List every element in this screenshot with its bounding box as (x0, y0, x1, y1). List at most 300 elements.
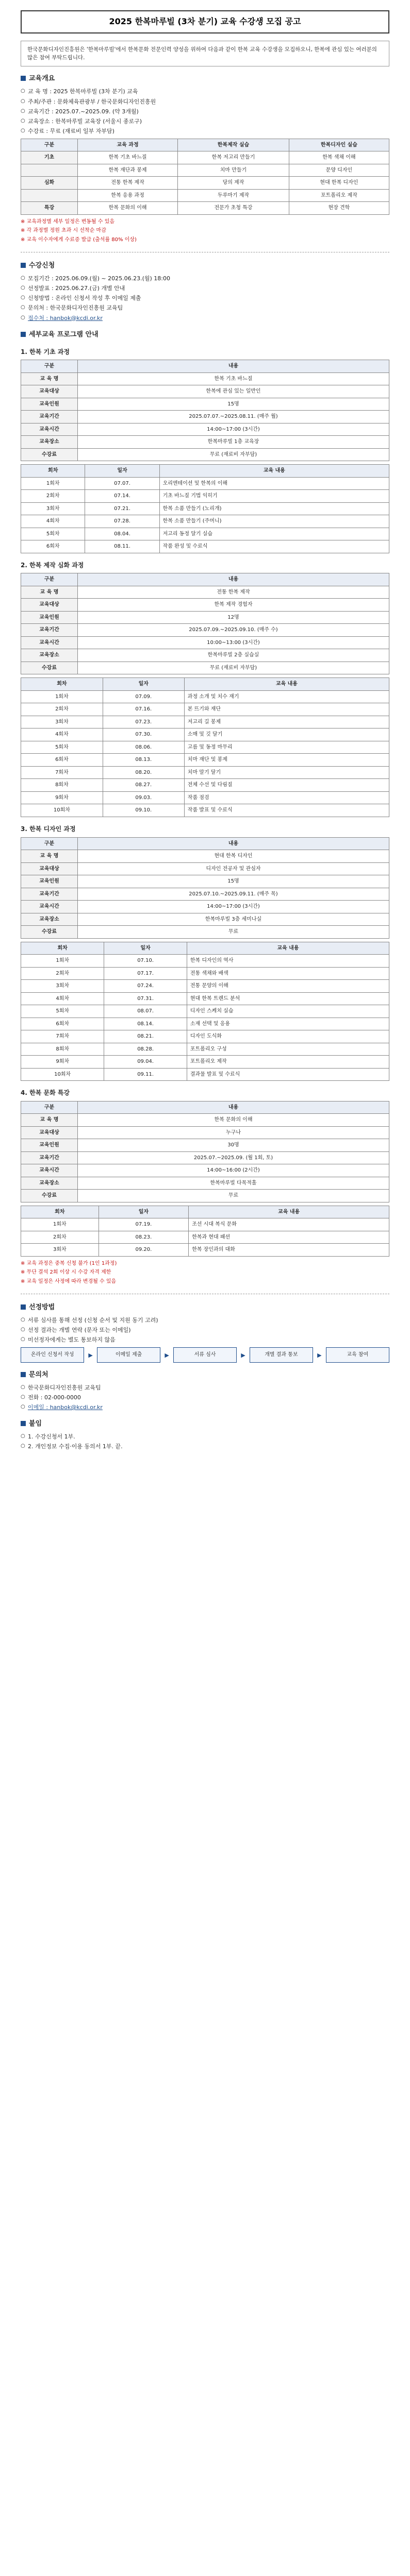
overview-note: ※ 교육과정별 세부 일정은 변동될 수 있음 (21, 218, 115, 225)
table-row (21, 1164, 389, 1177)
table-cell: 무료 (78, 1190, 389, 1202)
course-list (21, 347, 389, 1257)
table-cell: 2회차 (21, 967, 104, 980)
table-cell: 교육장소 (21, 1177, 78, 1190)
contact-heading-text: 문의처 (29, 1370, 48, 1379)
table-header: 구분 (21, 573, 78, 586)
overview-section (21, 74, 389, 244)
table-row (21, 423, 389, 436)
table-row (21, 1068, 389, 1081)
table-cell: 08.14. (104, 1018, 187, 1030)
selection-flow (21, 1347, 389, 1363)
table-cell: 7회차 (21, 766, 103, 779)
course-block (21, 1088, 389, 1257)
course-name: 한복 제작 심화 과정 (29, 561, 84, 569)
overview-note: ※ 각 과정별 정원 초과 시 선착순 마감 (21, 228, 106, 234)
table-cell: 08.06. (103, 741, 184, 754)
program-heading-text: 세부교육 프로그램 안내 (29, 330, 99, 338)
table-cell: 08.20. (103, 766, 184, 779)
table-row (21, 1151, 389, 1164)
overview-item: ○ 수강료 : 무료 (재료비 일부 자부담) (21, 127, 389, 135)
table-cell: 08.23. (99, 1231, 189, 1244)
table-row (21, 662, 389, 674)
table-row (21, 151, 389, 164)
table-cell: 09.03. (103, 791, 184, 804)
table-cell: 교육시간 (21, 636, 78, 649)
table-cell: 6회차 (21, 540, 85, 553)
table-cell: 고름 및 동정 마무리 (184, 741, 389, 754)
title-box (21, 10, 389, 33)
table-cell: 치마 말기 달기 (184, 766, 389, 779)
table-row (21, 804, 389, 817)
table-row (21, 477, 389, 490)
table-cell: 07.09. (103, 690, 184, 703)
table-cell: 교 육 명 (21, 850, 78, 863)
page-title: 2025 한복마루빌 (3차 분기) 교육 수강생 모집 공고 (109, 16, 301, 26)
course-title (21, 347, 389, 357)
table-cell: 15명 (78, 875, 389, 888)
table-cell: 교육장소 (21, 436, 78, 449)
table-cell: 07.07. (85, 477, 159, 490)
table-cell: 15명 (78, 398, 389, 411)
table-cell: 교육장소 (21, 913, 78, 926)
table-header: 구분 (21, 139, 78, 151)
table-header-row (21, 465, 389, 478)
arrow-right-icon: ▶ (165, 1351, 169, 1359)
table-cell: 누구나 (78, 1126, 389, 1139)
flow-step: 서류 심사 (173, 1347, 237, 1363)
program-note: ※ 무단 결석 2회 이상 시 수강 자격 제한 (21, 1269, 111, 1276)
table-cell: 수강료 (21, 1190, 78, 1202)
course-summary-table (21, 1101, 389, 1202)
table-cell: 특강 (21, 202, 78, 215)
table-cell: 수강료 (21, 926, 78, 939)
table-cell: 07.31. (104, 992, 187, 1005)
course-title (21, 561, 389, 570)
table-cell: 교육인원 (21, 1139, 78, 1152)
table-cell: 3회차 (21, 502, 85, 515)
table-cell: 07.24. (104, 980, 187, 993)
overview-heading-text: 교육개요 (29, 75, 55, 83)
table-cell: 한복 디자인의 역사 (187, 955, 389, 968)
table-row (21, 636, 389, 649)
table-cell: 2회차 (21, 490, 85, 503)
table-cell: 한복 문화의 이해 (78, 202, 178, 215)
table-cell: 전통 한복 제작 (78, 177, 178, 190)
table-header: 한복제작 실습 (178, 139, 289, 151)
table-cell: 한복 소품 만들기 (노리개) (159, 502, 389, 515)
table-cell: 한복과 현대 패션 (189, 1231, 389, 1244)
contact-section (21, 1370, 389, 1412)
table-cell: 14:00~17:00 (3시간) (78, 423, 389, 436)
table-row (21, 1190, 389, 1202)
table-header: 교육 내용 (159, 465, 389, 478)
table-row (21, 926, 389, 939)
table-row (21, 913, 389, 926)
flow-step: 교육 참여 (326, 1347, 389, 1363)
table-row (21, 540, 389, 553)
table-header: 구분 (21, 837, 78, 850)
table-header: 일자 (85, 465, 159, 478)
table-row (21, 728, 389, 741)
course-title (21, 1088, 389, 1098)
table-row (21, 1126, 389, 1139)
table-row (21, 177, 389, 190)
table-header: 일자 (103, 678, 184, 691)
table-row (21, 754, 389, 767)
apply-email-item (21, 314, 389, 323)
table-cell: 한복 기초 바느질 (78, 372, 389, 385)
table-row (21, 611, 389, 624)
table-cell: 작품 점검 (184, 791, 389, 804)
table-cell: 과정 소개 및 치수 재기 (184, 690, 389, 703)
table-header: 구분 (21, 360, 78, 373)
table-cell: 무료 (78, 926, 389, 939)
table-cell: 09.20. (99, 1244, 189, 1257)
selection-item: ○ 선정 결과는 개별 연락 (문자 또는 이메일) (21, 1326, 389, 1334)
table-cell: 본 뜨기와 재단 (184, 703, 389, 716)
table-row (21, 502, 389, 515)
contact-item: ○ 한국문화디자인진흥원 교육팀 (21, 1383, 389, 1392)
table-cell: 교육대상 (21, 599, 78, 612)
apply-section (21, 261, 389, 322)
attachment-link[interactable]: ○ 1. 수강신청서 1부. (21, 1432, 389, 1441)
table-row (21, 436, 389, 449)
table-cell: 6회차 (21, 1018, 104, 1030)
selection-item: ○ 미선정자에게는 별도 통보하지 않음 (21, 1335, 389, 1344)
overview-table (21, 139, 389, 215)
table-cell: 현장 견학 (289, 202, 389, 215)
square-icon (21, 263, 26, 268)
table-cell: 교 육 명 (21, 372, 78, 385)
table-cell: 교 육 명 (21, 586, 78, 599)
contact-email-link[interactable]: 이메일 : hanbok@kcdi.or.kr (28, 1404, 103, 1411)
course-number: 4 (21, 1089, 25, 1096)
table-cell: 한복 재단과 봉제 (78, 164, 178, 177)
table-cell: 08.13. (103, 754, 184, 767)
table-header: 교육 내용 (187, 942, 389, 955)
table-cell: 4회차 (21, 515, 85, 528)
course-summary-table (21, 837, 389, 939)
attachments-section (21, 1419, 389, 1451)
table-cell: 8회차 (21, 779, 103, 792)
table-cell: 전체 수선 및 다림질 (184, 779, 389, 792)
table-cell: 소매 및 깃 달기 (184, 728, 389, 741)
table-cell: 2025.07.~2025.09. (월 1회, 토) (78, 1151, 389, 1164)
table-header: 내용 (78, 573, 389, 586)
table-cell: 무료 (재료비 자부담) (78, 448, 389, 461)
table-cell (21, 164, 78, 177)
table-cell: 전문가 초청 특강 (178, 202, 289, 215)
table-header-row (21, 360, 389, 373)
course-summary-table (21, 360, 389, 461)
table-cell: 07.30. (103, 728, 184, 741)
table-cell: 교육시간 (21, 1164, 78, 1177)
arrow-right-icon: ▶ (241, 1351, 245, 1359)
table-cell: 5회차 (21, 1005, 104, 1018)
course-schedule-table (21, 942, 389, 1081)
table-row (21, 967, 389, 980)
apply-heading (21, 261, 389, 271)
table-row (21, 766, 389, 779)
table-cell (21, 189, 78, 202)
course-number-sep: . (25, 348, 30, 355)
table-cell: 1회차 (21, 477, 85, 490)
table-row (21, 980, 389, 993)
overview-item: ○ 교 육 명 : 2025 한복마루빌 (3차 분기) 교육 (21, 87, 389, 96)
table-cell: 07.23. (103, 716, 184, 728)
table-row (21, 862, 389, 875)
table-cell: 09.10. (103, 804, 184, 817)
table-cell: 5회차 (21, 741, 103, 754)
table-header: 회차 (21, 465, 85, 478)
contact-item: ○ 전화 : 02-000-0000 (21, 1393, 389, 1402)
square-icon (21, 332, 26, 337)
table-cell: 1회차 (21, 690, 103, 703)
table-row (21, 791, 389, 804)
table-cell: 저고리 길 봉제 (184, 716, 389, 728)
course-summary-table (21, 573, 389, 674)
course-name: 한복 문화 특강 (29, 1089, 70, 1096)
table-row (21, 779, 389, 792)
table-cell: 무료 (재료비 자부담) (78, 662, 389, 674)
table-cell: 7회차 (21, 1030, 104, 1043)
program-note: ※ 교육 과정은 중복 신청 불가 (1인 1과정) (21, 1260, 117, 1266)
table-cell: 심화 (21, 177, 78, 190)
table-row (21, 741, 389, 754)
square-icon (21, 1372, 26, 1377)
table-cell: 작품 완성 및 수료식 (159, 540, 389, 553)
table-row (21, 1056, 389, 1069)
table-header: 내용 (78, 1101, 389, 1114)
table-cell: 전통 문양의 이해 (187, 980, 389, 993)
table-header: 회차 (21, 942, 104, 955)
table-cell: 치마 만들기 (178, 164, 289, 177)
attachments-heading-text: 붙임 (29, 1420, 42, 1428)
overview-item: ○ 주최/주관 : 문화체육관광부 / 한국문화디자인진흥원 (21, 97, 389, 106)
table-cell: 수강료 (21, 448, 78, 461)
flow-step: 온라인 신청서 작성 (21, 1347, 84, 1363)
table-header-row (21, 573, 389, 586)
table-cell: 한복마루빌 다목적홀 (78, 1177, 389, 1190)
table-cell: 현대 한복 디자인 (289, 177, 389, 190)
overview-note: ※ 교육 이수자에게 수료증 발급 (출석률 80% 이상) (21, 236, 137, 243)
table-cell: 교육기간 (21, 624, 78, 637)
table-cell: 07.28. (85, 515, 159, 528)
table-cell: 한복 응용 과정 (78, 189, 178, 202)
square-icon (21, 1421, 26, 1426)
table-row (21, 875, 389, 888)
table-cell: 교육기간 (21, 1151, 78, 1164)
table-header-row (21, 678, 389, 691)
table-row (21, 716, 389, 728)
table-cell: 1회차 (21, 1218, 99, 1231)
table-row (21, 398, 389, 411)
apply-item: ○ 신청방법 : 온라인 신청서 작성 후 이메일 제출 (21, 294, 389, 302)
table-cell: 2025.07.10.~2025.09.11. (매주 목) (78, 888, 389, 901)
table-cell: 8회차 (21, 1043, 104, 1056)
attachment-link[interactable]: ○ 2. 개인정보 수집·이용 동의서 1부. 끝. (21, 1442, 389, 1451)
table-cell: 조선 시대 복식 문화 (189, 1218, 389, 1231)
table-row (21, 515, 389, 528)
table-row (21, 1043, 389, 1056)
table-row (21, 1244, 389, 1257)
selection-section (21, 1302, 389, 1363)
table-row (21, 411, 389, 423)
table-row (21, 528, 389, 540)
selection-heading (21, 1302, 389, 1313)
table-cell: 3회차 (21, 980, 104, 993)
course-number-sep: . (25, 825, 30, 833)
table-row (21, 1005, 389, 1018)
table-cell: 저고리 동정 달기 실습 (159, 528, 389, 540)
course-name: 한복 디자인 과정 (29, 825, 76, 833)
table-row (21, 202, 389, 215)
table-cell: 교 육 명 (21, 1114, 78, 1127)
table-cell: 치마 재단 및 봉제 (184, 754, 389, 767)
table-cell: 포트폴리오 제작 (187, 1056, 389, 1069)
table-header: 교육 내용 (189, 1206, 389, 1218)
square-icon (21, 76, 26, 81)
table-row (21, 1231, 389, 1244)
table-cell: 한복마루빌 3층 세미나실 (78, 913, 389, 926)
table-cell: 12명 (78, 611, 389, 624)
table-cell: 교육시간 (21, 423, 78, 436)
table-row (21, 955, 389, 968)
course-schedule-table (21, 1206, 389, 1257)
table-cell: 교육인원 (21, 875, 78, 888)
table-cell: 한복마루빌 2층 실습실 (78, 649, 389, 662)
overview-heading (21, 74, 389, 84)
table-cell: 08.21. (104, 1030, 187, 1043)
table-cell: 6회차 (21, 754, 103, 767)
table-cell: 기초 바느질 기법 익히기 (159, 490, 389, 503)
overview-item: ○ 교육기간 : 2025.07.~2025.09. (약 3개월) (21, 107, 389, 116)
table-cell: 9회차 (21, 1056, 104, 1069)
arrow-right-icon: ▶ (317, 1351, 322, 1359)
table-row (21, 448, 389, 461)
flow-step: 개별 결과 통보 (250, 1347, 313, 1363)
course-block (21, 347, 389, 553)
table-row (21, 490, 389, 503)
email-link[interactable]: 접수처 : hanbok@kcdi.or.kr (28, 314, 103, 321)
overview-item: ○ 교육장소 : 한복마루빌 교육장 (서울시 종로구) (21, 117, 389, 126)
course-block (21, 561, 389, 817)
course-number: 2 (21, 561, 25, 569)
table-cell: 작품 발표 및 수료식 (184, 804, 389, 817)
table-cell: 문양 디자인 (289, 164, 389, 177)
table-cell: 10:00~13:00 (3시간) (78, 636, 389, 649)
table-row (21, 624, 389, 637)
table-cell: 08.11. (85, 540, 159, 553)
table-cell: 07.21. (85, 502, 159, 515)
program-heading (21, 330, 389, 340)
course-block (21, 824, 389, 1081)
table-cell: 4회차 (21, 992, 104, 1005)
table-cell: 당의 제작 (178, 177, 289, 190)
table-cell: 08.27. (103, 779, 184, 792)
table-cell: 07.10. (104, 955, 187, 968)
program-section (21, 330, 389, 1286)
table-row (21, 888, 389, 901)
course-name: 한복 기초 과정 (29, 348, 70, 355)
table-cell: 교육인원 (21, 398, 78, 411)
table-cell: 한복마루빌 1층 교육장 (78, 436, 389, 449)
attachments-heading (21, 1419, 389, 1429)
table-cell: 2회차 (21, 703, 103, 716)
course-number: 3 (21, 825, 25, 833)
table-cell: 2025.07.07.~2025.08.11. (매주 월) (78, 411, 389, 423)
table-row (21, 1177, 389, 1190)
table-header-row (21, 837, 389, 850)
table-cell: 한복 기초 바느질 (78, 151, 178, 164)
table-cell: 08.28. (104, 1043, 187, 1056)
table-cell: 09.04. (104, 1056, 187, 1069)
square-icon (21, 1304, 26, 1310)
course-number: 1 (21, 348, 25, 355)
table-row (21, 992, 389, 1005)
table-cell: 9회차 (21, 791, 103, 804)
table-cell: 14:00~17:00 (3시간) (78, 901, 389, 913)
course-number-sep: . (25, 1089, 30, 1096)
apply-item: ○ 모집기간 : 2025.06.09.(월) ~ 2025.06.23.(월) 18:00 (21, 274, 389, 283)
table-row (21, 1030, 389, 1043)
table-cell: 교육장소 (21, 649, 78, 662)
course-schedule-table (21, 677, 389, 817)
table-cell: 한복 장인과의 대화 (189, 1244, 389, 1257)
table-cell: 10회차 (21, 804, 103, 817)
apply-item: ○ 문의처 : 한국문화디자인진흥원 교육팀 (21, 303, 389, 312)
table-row (21, 703, 389, 716)
table-header-row (21, 1206, 389, 1218)
table-header: 교육 내용 (184, 678, 389, 691)
table-cell: 2회차 (21, 1231, 99, 1244)
table-cell: 현대 한복 디자인 (78, 850, 389, 863)
table-cell: 10회차 (21, 1068, 104, 1081)
table-cell: 한복 문화의 이해 (78, 1114, 389, 1127)
table-row (21, 1018, 389, 1030)
table-cell: 30명 (78, 1139, 389, 1152)
table-header: 구분 (21, 1101, 78, 1114)
table-row (21, 1139, 389, 1152)
table-cell: 전통 한복 제작 (78, 586, 389, 599)
table-cell: 디자인 스케치 실습 (187, 1005, 389, 1018)
table-row (21, 586, 389, 599)
table-row (21, 372, 389, 385)
table-cell: 교육대상 (21, 1126, 78, 1139)
table-cell: 포트폴리오 구성 (187, 1043, 389, 1056)
table-header: 내용 (78, 837, 389, 850)
table-cell: 1회차 (21, 955, 104, 968)
table-cell: 수강료 (21, 662, 78, 674)
course-title (21, 824, 389, 834)
table-cell: 두루마기 제작 (178, 189, 289, 202)
intro: 한국문화디자인진흥원은 '한복마루빌'에서 한복문화 전문인력 양성을 위하여 다음과 같이 한복 교육 수강생을 모집하오니, 한복에 관심 있는 여러분의 많은 참여 부탁드립니다. (21, 41, 389, 67)
table-header: 일자 (99, 1206, 189, 1218)
table-cell: 07.17. (104, 967, 187, 980)
table-cell: 2025.07.09.~2025.09.10. (매주 수) (78, 624, 389, 637)
contact-item (21, 1403, 389, 1412)
table-row (21, 690, 389, 703)
table-cell: 4회차 (21, 728, 103, 741)
table-cell: 14:00~16:00 (2시간) (78, 1164, 389, 1177)
apply-item: ○ 선정발표 : 2025.06.27.(금) 개별 안내 (21, 284, 389, 293)
arrow-right-icon: ▶ (88, 1351, 93, 1359)
table-cell: 3회차 (21, 716, 103, 728)
table-header: 회차 (21, 678, 103, 691)
table-cell: 한복에 관심 있는 일반인 (78, 385, 389, 398)
table-row (21, 385, 389, 398)
